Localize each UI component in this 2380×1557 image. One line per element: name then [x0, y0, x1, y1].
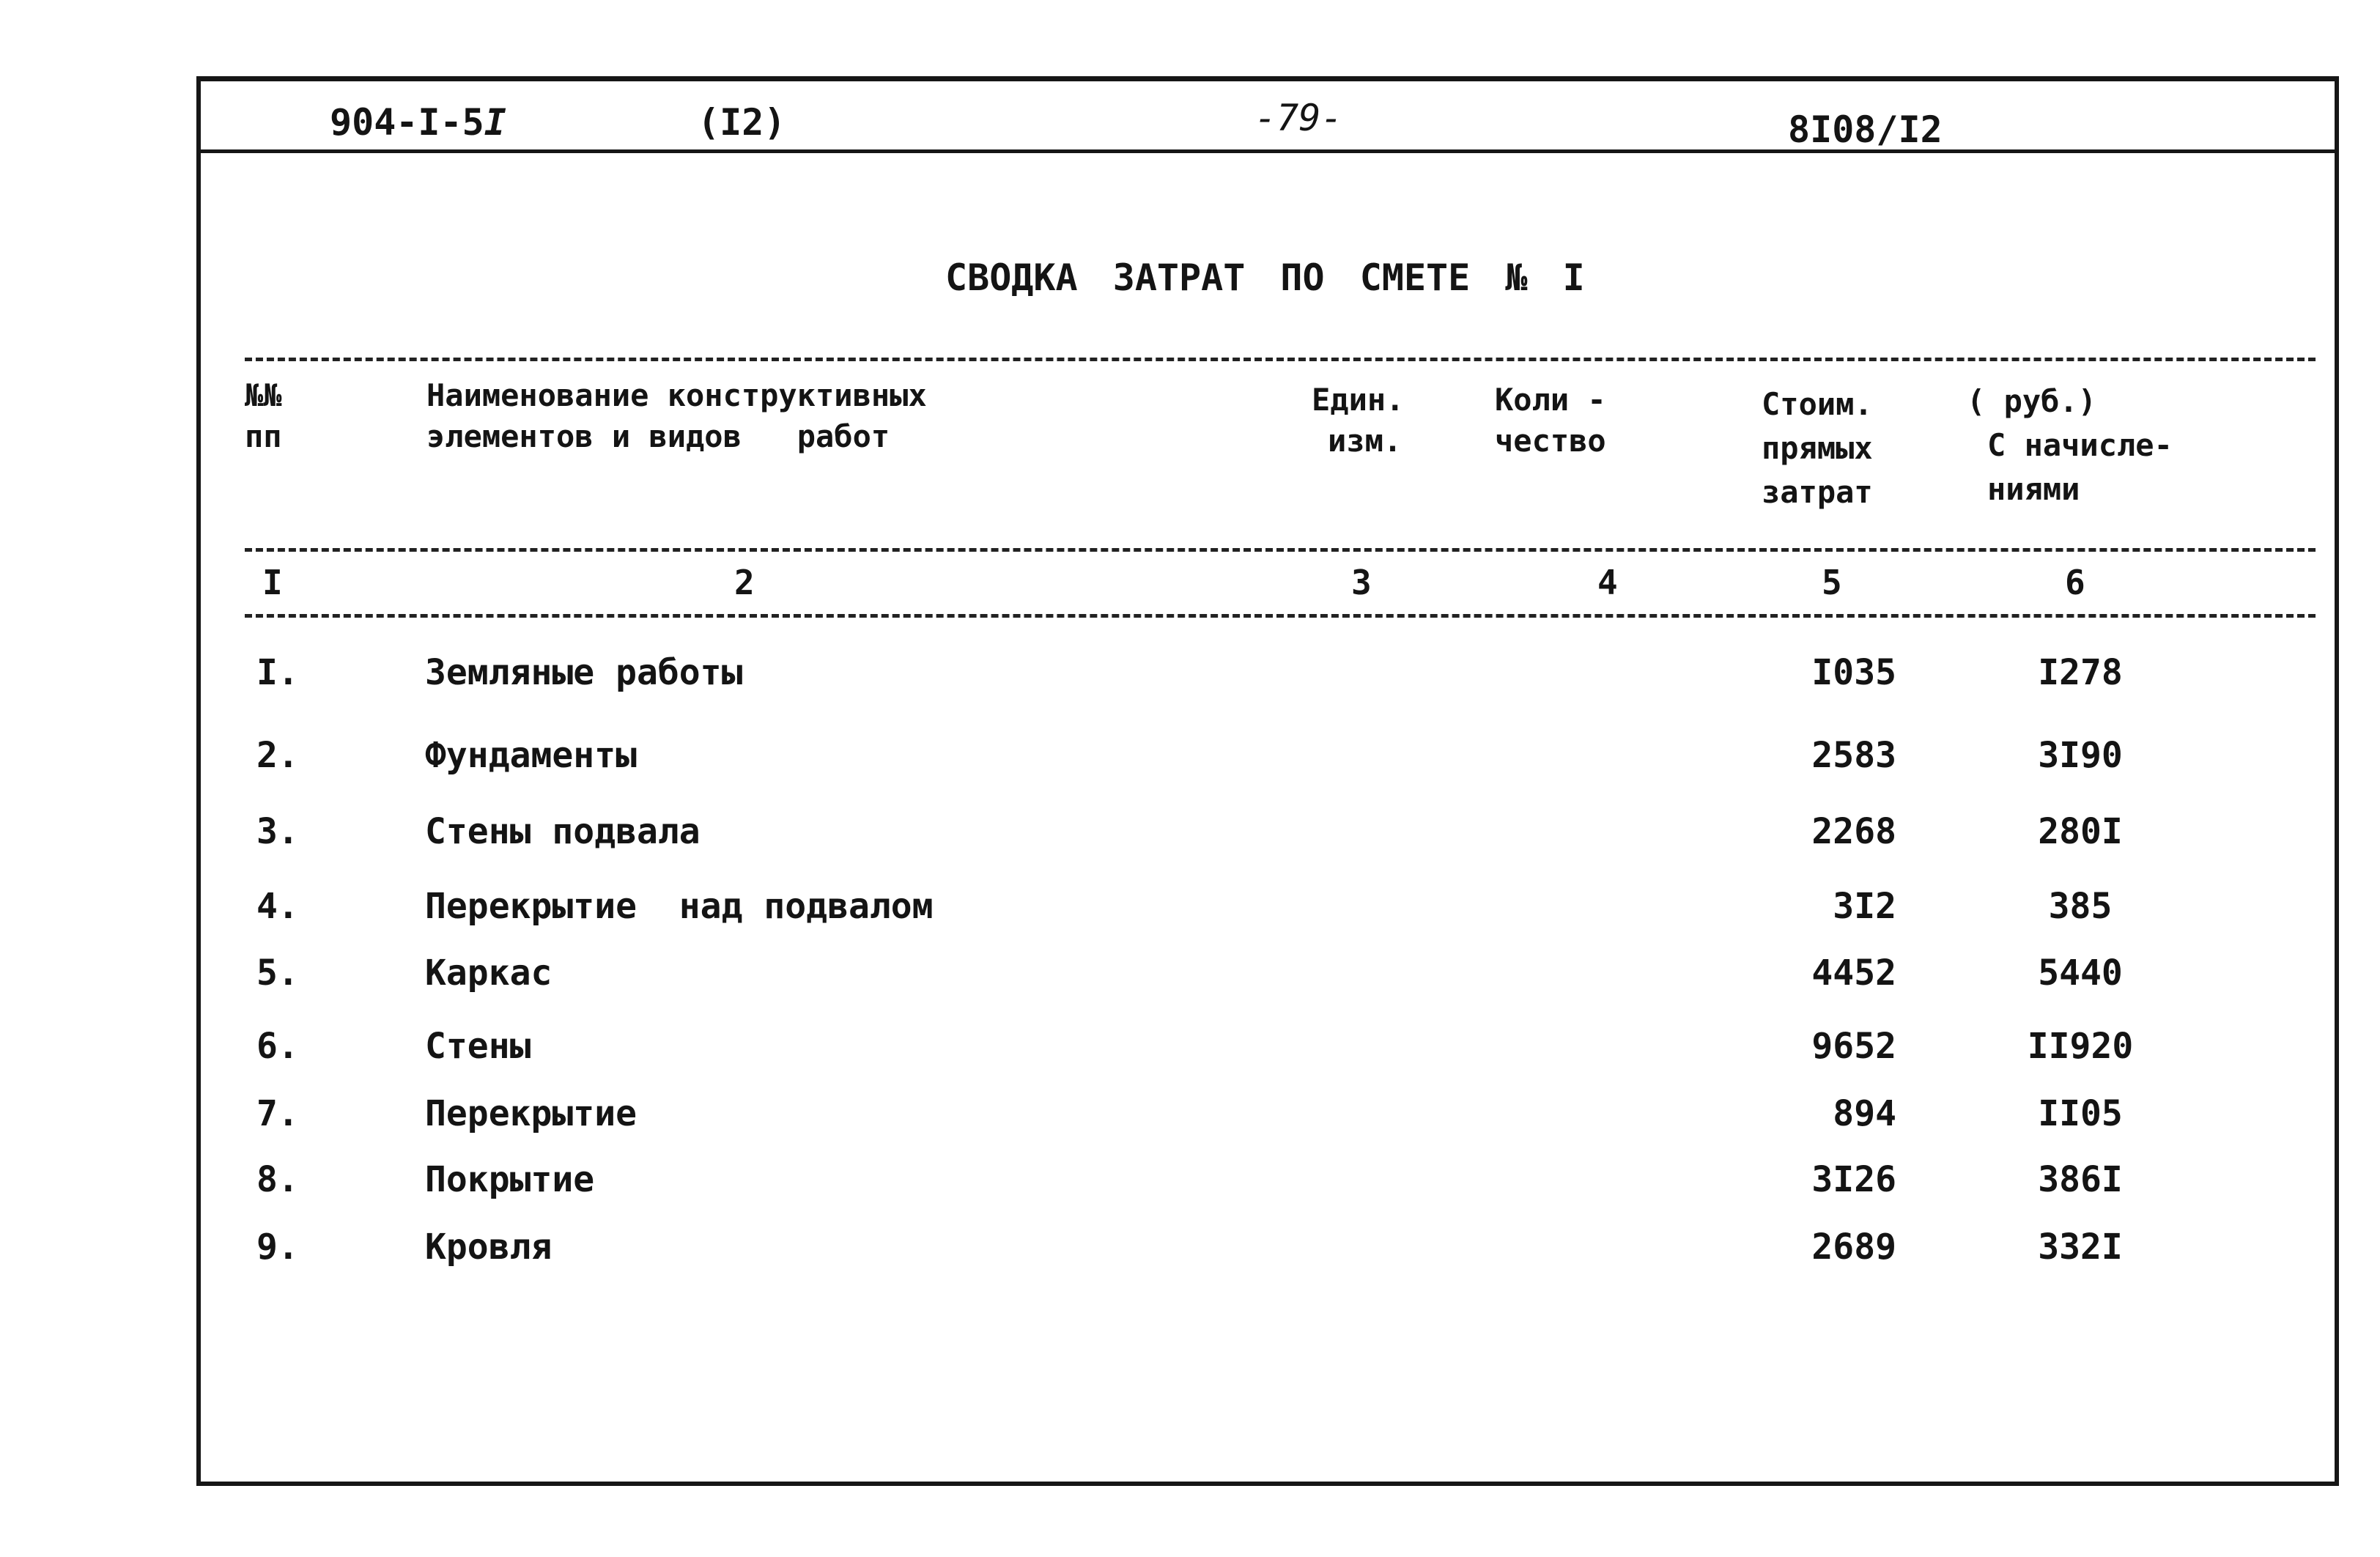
table-row — [0, 886, 2380, 930]
row-total-cost: I278 — [2038, 652, 2123, 693]
table-row — [0, 811, 2380, 855]
row-total-cost: 386I — [2038, 1159, 2123, 1200]
col-number-6: 6 — [2065, 563, 2085, 602]
col-header-number: №№ пп — [245, 377, 282, 454]
row-direct-cost: 3I2 — [1833, 886, 1896, 927]
col-number-1: I — [262, 563, 283, 602]
row-number: 6. — [256, 1026, 299, 1067]
col-number-2: 2 — [734, 563, 755, 602]
row-total-cost: II05 — [2038, 1093, 2123, 1134]
row-name: Каркас — [425, 953, 552, 994]
row-name: Стены — [425, 1026, 531, 1067]
row-name: Покрытие — [425, 1159, 595, 1200]
row-number: 8. — [256, 1159, 299, 1200]
table-row — [0, 1159, 2380, 1203]
project-code: 904-I-5I — [330, 101, 506, 144]
col-number-4: 4 — [1597, 563, 1618, 602]
dashed-rule-middle — [245, 548, 2316, 552]
row-total-cost: 5440 — [2038, 953, 2123, 994]
col-header-name: Наименование конструктивных элементов и видов работ — [426, 377, 927, 454]
row-total-cost: 3I90 — [2038, 735, 2123, 776]
col-number-3: 3 — [1351, 563, 1372, 602]
row-name: Фундаменты — [425, 735, 637, 776]
row-direct-cost: 894 — [1833, 1093, 1896, 1134]
sheet-index: (I2) — [698, 101, 786, 144]
col-header-quantity: Коли - чество — [1495, 382, 1606, 459]
row-total-cost: 280I — [2038, 811, 2123, 852]
table-row — [0, 735, 2380, 779]
page-number: -79- — [1254, 97, 1343, 139]
table-row — [0, 1026, 2380, 1070]
row-total-cost: II920 — [2027, 1026, 2134, 1067]
row-direct-cost: 2268 — [1811, 811, 1896, 852]
row-total-cost: 332I — [2038, 1227, 2123, 1268]
col-header-total-cost: ( руб.) С начисле- ниями — [1967, 383, 2173, 507]
row-direct-cost: 2583 — [1811, 735, 1896, 776]
row-name: Перекрытие над подвалом — [425, 886, 934, 927]
row-number: 4. — [256, 886, 299, 927]
table-row — [0, 652, 2380, 696]
row-name: Стены подвала — [425, 811, 701, 852]
row-number: 5. — [256, 953, 299, 994]
page-title: СВОДКА ЗАТРАТ ПО СМЕТЕ № I — [945, 256, 1585, 299]
header-rule — [196, 149, 2339, 153]
row-number: 9. — [256, 1227, 299, 1268]
row-number: I. — [256, 652, 299, 693]
row-name: Земляные работы — [425, 652, 743, 693]
document-number: 8I08/I2 — [1788, 108, 1943, 151]
col-header-unit: Един. изм. — [1312, 382, 1405, 459]
row-number: 7. — [256, 1093, 299, 1134]
row-direct-cost: 2689 — [1811, 1227, 1896, 1268]
row-direct-cost: 4452 — [1811, 953, 1896, 994]
row-number: 3. — [256, 811, 299, 852]
col-header-direct-cost: Стоим. прямых затрат — [1762, 386, 1873, 510]
row-direct-cost: 3I26 — [1811, 1159, 1896, 1200]
row-direct-cost: 9652 — [1811, 1026, 1896, 1067]
row-direct-cost: I035 — [1811, 652, 1896, 693]
col-number-5: 5 — [1822, 563, 1842, 602]
table-row — [0, 1093, 2380, 1137]
row-total-cost: 385 — [2048, 886, 2113, 927]
row-number: 2. — [256, 735, 299, 776]
dashed-rule-top — [245, 358, 2316, 361]
dashed-rule-bottom — [245, 614, 2316, 618]
row-name: Кровля — [425, 1227, 552, 1268]
table-row — [0, 953, 2380, 996]
row-name: Перекрытие — [425, 1093, 637, 1134]
table-row — [0, 1227, 2380, 1271]
